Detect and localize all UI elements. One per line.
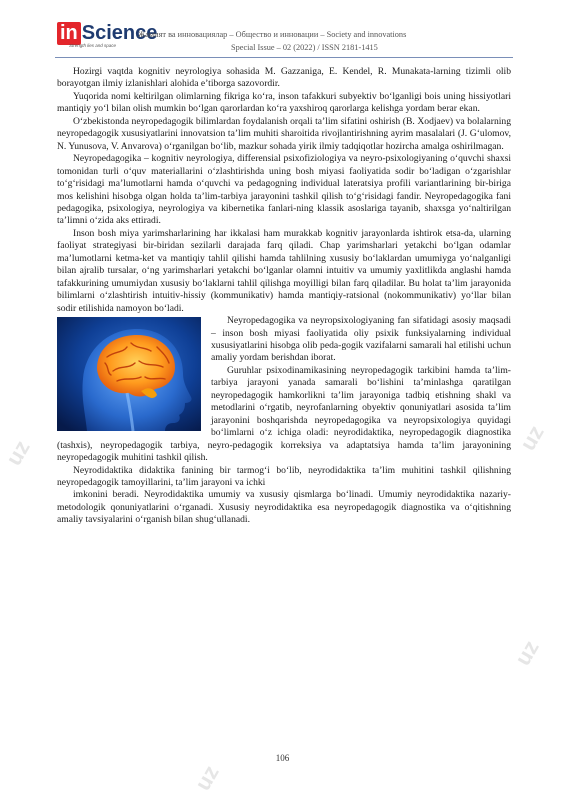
- issue-info: Special Issue – 02 (2022) / ISSN 2181-1415: [231, 43, 378, 52]
- header-divider: [55, 57, 513, 58]
- paragraph: O‘zbekistonda neyropedagogik bilimlardan foydalanish orqali ta’lim sifatini oshirish (B. Xodjaev) va bolalarning neyropedagogik xususiyatlarini innovatsion ta’lim muhiti sharoitida rivojlantirishning ayrim masalalari (J. G‘ulomov, N. Yunusova, V. Anvarova) o‘rganilgan bo‘lib, mazkur sohada yirik ilmiy tadqiqotlar hozircha amalga oshirilmagan.: [57, 115, 511, 152]
- watermark-uz: uz: [189, 760, 224, 795]
- watermark-uz: uz: [509, 635, 544, 670]
- paragraph: imkonini beradi. Neyrodidaktika umumiy va xususiy qismlarga bo‘linadi. Umumiy neyrodidaktika nazariy-metodologik qonuniyatlarini o‘rganadi. Xususiy neyrodidaktika esa neyropedagogik diagnostika va o‘qitishning amaliy tavsiyalarini o‘rganish bilan shug‘ullanadi.: [57, 489, 511, 526]
- figure-wrap: [57, 315, 511, 464]
- paragraph: Neyrodidaktika didaktika fanining bir tarmog‘i bo‘lib, neyrodidaktika ta’lim muhitini tashkil qilishning neyropedagogik tamoyillarini, ta’lim jarayoni va ichki: [57, 464, 511, 488]
- paragraph: Inson bosh miya yarimsharlarining har ikkalasi ham murakkab kognitiv jarayonlarda ishtirok etsa-da, ularning faoliyat strategiyasi bir-biridan sezilarli darajada farq qiladi. Chap yarimsharlari yetakchi bo‘lgan odamlar ma’lumotlarni ketma-ket va mantiqiy tahlil qilishi hamda tahlilning xususiy bo‘laklardan umumiyga yo‘nalganligi bilan ajralib tursalar, o‘ng yarimsharlari yetakchi bo‘lganlar olamni intuitiv va umumiy yaxlitlikda anglashi hamda tafakkurining umumiydan xususiy bo‘laklarni tahlil qilishga moyilligi bilan farq qiladilar. Bu holat ta’lim jarayonida bilimlarni o‘zlashtirish intuitiv-hissiy (kommunikativ) hamda mantiqiy-ratsional (nokommunikativ) yo‘llar bilan sodir etilishida namoyon bo‘ladi.: [57, 227, 511, 314]
- article-body: [57, 66, 511, 527]
- watermark-uz: uz: [0, 435, 35, 470]
- logo-in-box: in: [57, 22, 81, 45]
- paragraph: Neyropedagogika – kognitiv neyrologiya, differensial psixofiziologiya va neyro-psixologiyaning o‘quvchi shaxsi tomonidan turli o‘quv materiallarini o‘zlashtirishda uning bosh miyasi faoliyatida sodir bo‘ladigan o‘zgarishlar to‘g‘risidagi ma’lumotlarni hamda o‘quvchi va pedagogning individual lateratsiya profili variantlarining bir-biriga mos kelishini hisobga olgan holda ta’lim-tarbiya jarayonini tashkil qilish to‘g‘risidagi fandir. Neyropedagogika fani pedagogika, psixologiya, neyrologiya va kibernetika fanlari-ning klassik asoslariga tayanib, shaxsga yo‘naltirilgan ta’limni o‘zida aks ettiradi.: [57, 153, 511, 227]
- paragraph: Guruhlar psixodinamikasining neyropedagogik tarkibini hamda ta’lim-tarbiya jarayoni yanada samarali bo‘lishini ta’minlashga qaratilgan neyropedagogik hamkorlikni ta’lim jarayoniga tadbiq etishning shakl va metodlarini o‘rgatib, neyrofanlarning obyektiv qonuniyatlari asosida ta’lim jarayonini boshqarishda neyropedagogika va neyropsixologiya quyidagi bo‘limlarni o‘z ichiga oladi: neyrodidaktika, neyropedagogik diagnostika (tashxis), neyropedagogik tarbiya, neyro-pedagogik korreksiya va adaptatsiya hamda ta’lim jarayonining neyropedagogik muhitini tashkil qilish.: [57, 364, 511, 464]
- paragraph: Hozirgi vaqtda kognitiv neyrologiya sohasida M. Gazzaniga, E. Kendel, R. Munakata-larning tizimli olib borayotgan ilmiy izlanishlari alohida e’tiborga sazovordir.: [57, 66, 511, 90]
- paragraph: Yuqorida nomi keltirilgan olimlarning fikriga ko‘ra, inson tafakkuri subyektiv bo‘lganligi bois uning hissiyotlari mantiqiy yo‘l bilan olish mumkin bo‘lgan qarorlardan ko‘ra yaxshiroq qarorlarga kelishga yordam berar ekan.: [57, 90, 511, 115]
- paragraph: Neyropedagogika va neyropsixologiyaning fan sifatidagi asosiy maqsadi – inson bosh miyasi faoliyatida oliy psixik funksiyalarning individual xususiyatlarini hisobga olib peda-gogik vazifalarni samarali hal etilishi uchun amaliy yordam berishdan iborat.: [211, 315, 511, 364]
- watermark-uz: uz: [514, 420, 549, 455]
- journal-title: Жамият ва инновациялар – Общество и инновации – Society and innovations: [138, 30, 407, 39]
- page-number: 106: [275, 753, 290, 763]
- brain-illustration: [57, 317, 201, 431]
- logo-tagline: Strength lies and space: [69, 43, 117, 48]
- logo-science-text: Science: [81, 22, 158, 44]
